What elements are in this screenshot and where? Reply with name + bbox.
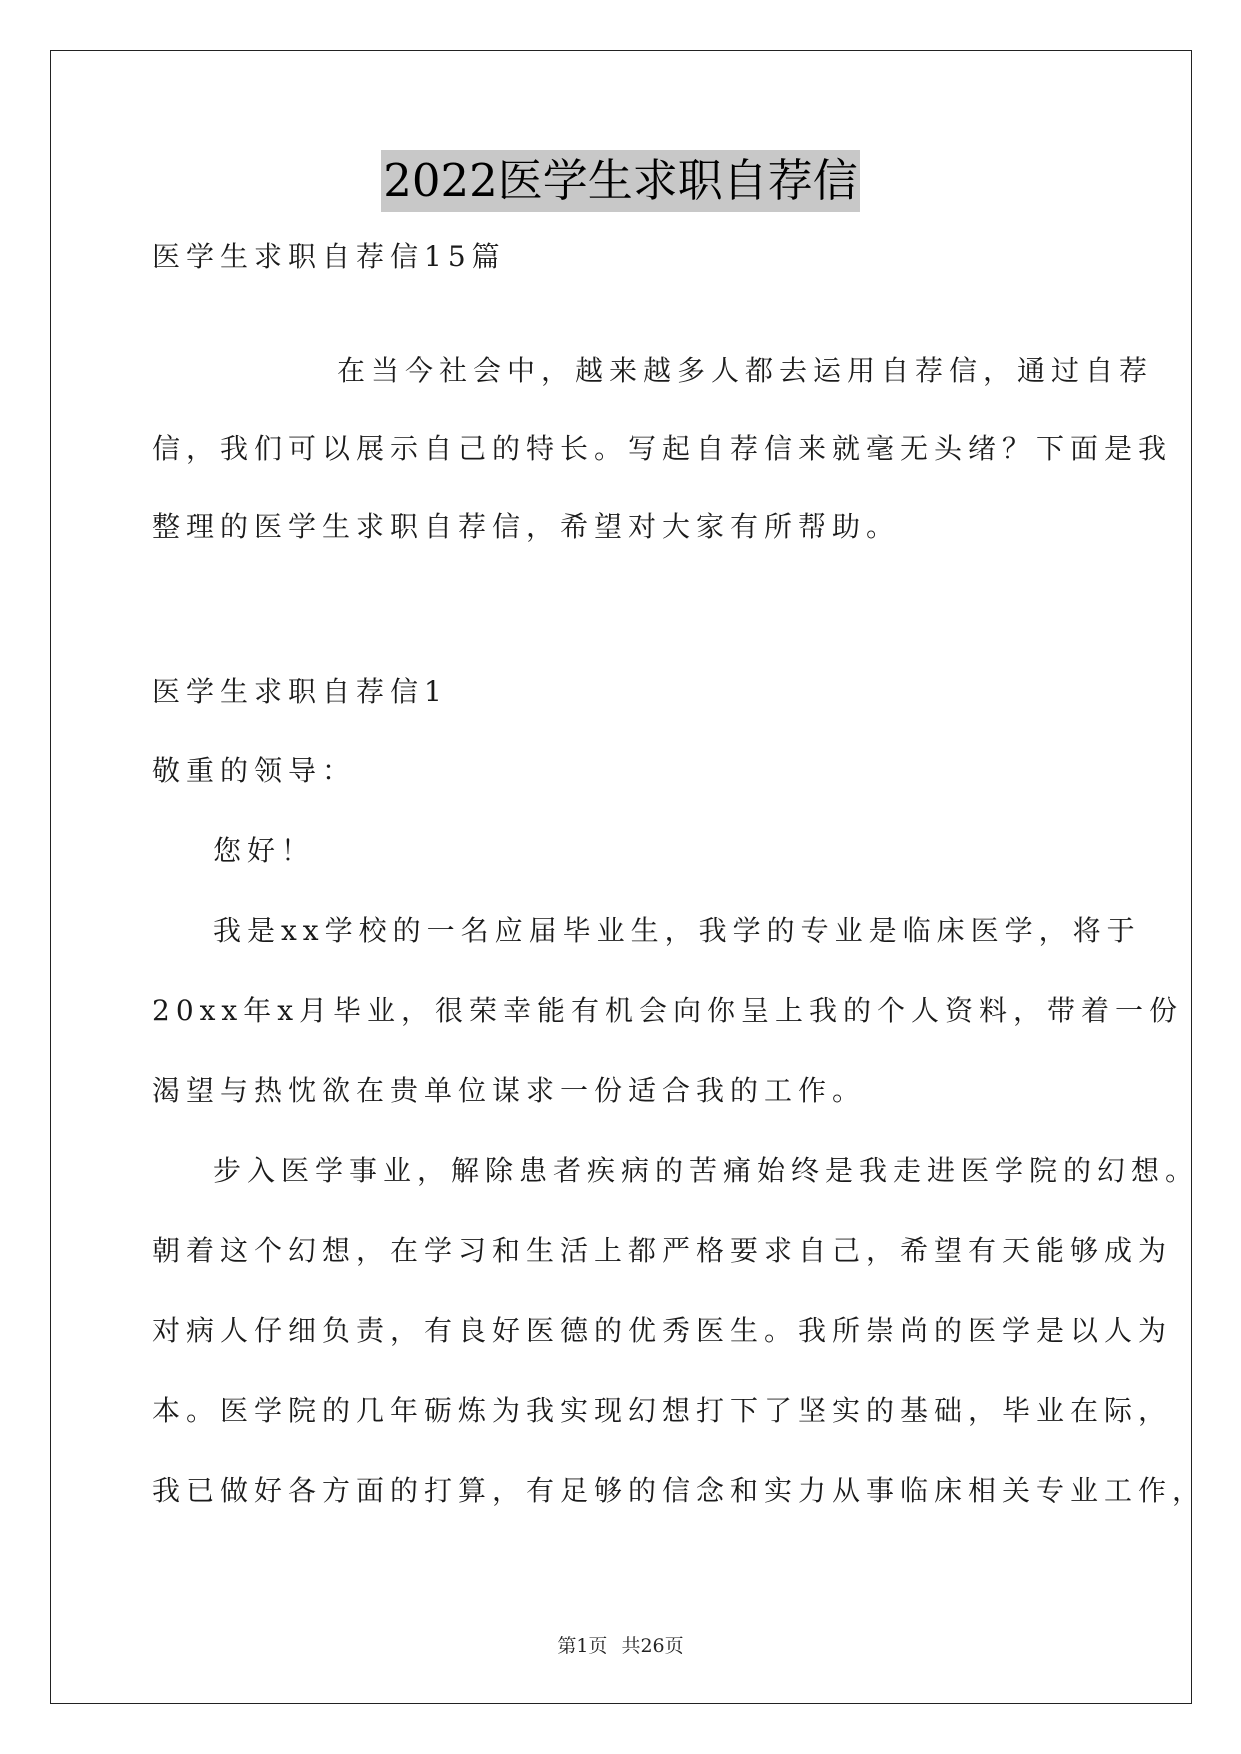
body-line: 渴望与热忱欲在贵单位谋求一份适合我的工作。 <box>152 1074 867 1107</box>
page-number: 第1页 <box>557 1635 608 1657</box>
intro-line: 信，我们可以展示自己的特长。写起自荐信来就毫无头绪？下面是我 <box>152 432 1173 465</box>
body-line: 朝着这个幻想，在学习和生活上都严格要求自己，希望有天能够成为 <box>152 1234 1173 1267</box>
intro-line: 在当今社会中，越来越多人都去运用自荐信，通过自荐 <box>337 354 1154 387</box>
greeting: 您好！ <box>213 834 316 867</box>
page-total: 共26页 <box>621 1635 684 1657</box>
subtitle: 医学生求职自荐信15篇 <box>152 240 506 273</box>
page-footer <box>0 1633 1241 1659</box>
intro-line: 整理的医学生求职自荐信，希望对大家有所帮助。 <box>152 510 901 543</box>
salutation: 敬重的领导： <box>152 754 357 787</box>
page-border <box>50 50 1192 1704</box>
body-line: 本。医学院的几年砺炼为我实现幻想打下了坚实的基础，毕业在际， <box>152 1394 1173 1427</box>
title-container <box>0 150 1241 212</box>
body-line: 步入医学事业，解除患者疾病的苦痛始终是我走进医学院的幻想。 <box>213 1154 1200 1187</box>
section-heading: 医学生求职自荐信1 <box>152 675 448 708</box>
body-line: 我已做好各方面的打算，有足够的信念和实力从事临床相关专业工作， <box>152 1474 1207 1507</box>
body-line: 20xx年x月毕业，很荣幸能有机会向你呈上我的个人资料，带着一份 <box>152 994 1184 1027</box>
body-line: 对病人仔细负责，有良好医德的优秀医生。我所崇尚的医学是以人为 <box>152 1314 1173 1347</box>
body-line: 我是xx学校的一名应届毕业生，我学的专业是临床医学，将于 <box>213 914 1141 947</box>
document-title: 2022医学生求职自荐信 <box>381 150 860 212</box>
